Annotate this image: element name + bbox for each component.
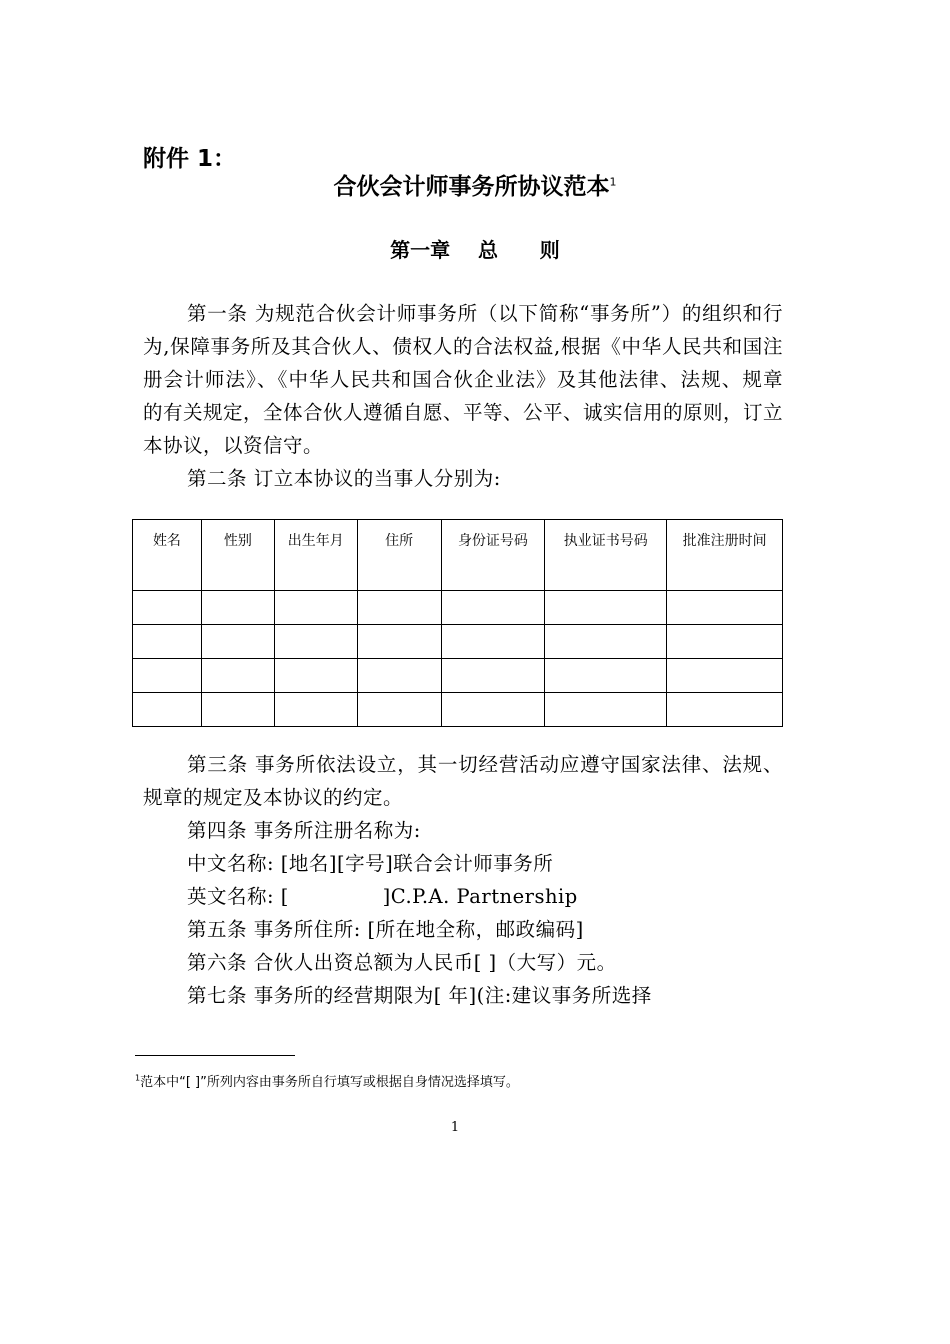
col-header-name: 姓名 xyxy=(133,520,202,591)
partner-table-header-row xyxy=(133,520,783,591)
article-3: 第三条 事务所依法设立，其一切经营活动应遵守国家法律、法规、规章的规定及本协议的约定。 xyxy=(143,753,783,809)
article-7: 第七条 事务所的经营期限为[ 年](注:建议事务所选择 xyxy=(187,984,652,1007)
article-4-english-name: 英文名称: [ ]C.P.A. Partnership xyxy=(187,885,578,908)
col-header-address: 住所 xyxy=(357,520,441,591)
footnote-text: 范本中“[ ]”所列内容由事务所自行填写或根据自身情况选择填写。 xyxy=(140,1075,519,1090)
document-title-text: 合伙会计师事务所协议范本 xyxy=(333,174,610,200)
col-header-gender: 性别 xyxy=(201,520,274,591)
article-4: 第四条 事务所注册名称为: xyxy=(187,819,421,842)
document-title xyxy=(0,168,950,201)
table-row xyxy=(133,659,783,693)
table-row xyxy=(133,693,783,727)
article-5: 第五条 事务所住所: [所在地全称，邮政编码] xyxy=(187,918,584,941)
page-number: 1 xyxy=(450,1120,460,1135)
article-6: 第六条 合伙人出资总额为人民币[ ]（大写）元。 xyxy=(187,951,617,974)
articles-section-2 xyxy=(143,748,783,1012)
title-footnote-mark: 1 xyxy=(609,175,617,189)
footnote xyxy=(135,1071,519,1090)
articles-section-1 xyxy=(143,297,783,495)
table-row xyxy=(133,591,783,625)
article-1: 第一条 为规范合伙会计师事务所（以下简称“事务所”）的组织和行为,保障事务所及其合伙人、债权人的合法权益,根据《中华人民共和国注册会计师法》、《中华人民共和国合伙企业法》及其他法律、法规、规章的有关规定，全体合伙人遵循自愿、平等、公平、诚实信用的原则，订立本协议，以资信守。 xyxy=(143,302,784,457)
table-row xyxy=(133,625,783,659)
footnote-divider xyxy=(135,1055,295,1056)
article-4-chinese-name: 中文名称: [地名][字号]联合会计师事务所 xyxy=(187,852,554,875)
col-header-birth-date: 出生年月 xyxy=(274,520,357,591)
partner-table xyxy=(132,519,783,727)
col-header-license-number: 执业证书号码 xyxy=(545,520,667,591)
col-header-registration-date: 批准注册时间 xyxy=(667,520,783,591)
article-2: 第二条 订立本协议的当事人分别为: xyxy=(187,467,501,490)
attachment-label: 附件 1： xyxy=(143,146,237,172)
footnote-mark: 1 xyxy=(135,1073,141,1083)
col-header-id-number: 身份证号码 xyxy=(441,520,545,591)
chapter-heading: 第一章 总 则 xyxy=(390,238,560,262)
